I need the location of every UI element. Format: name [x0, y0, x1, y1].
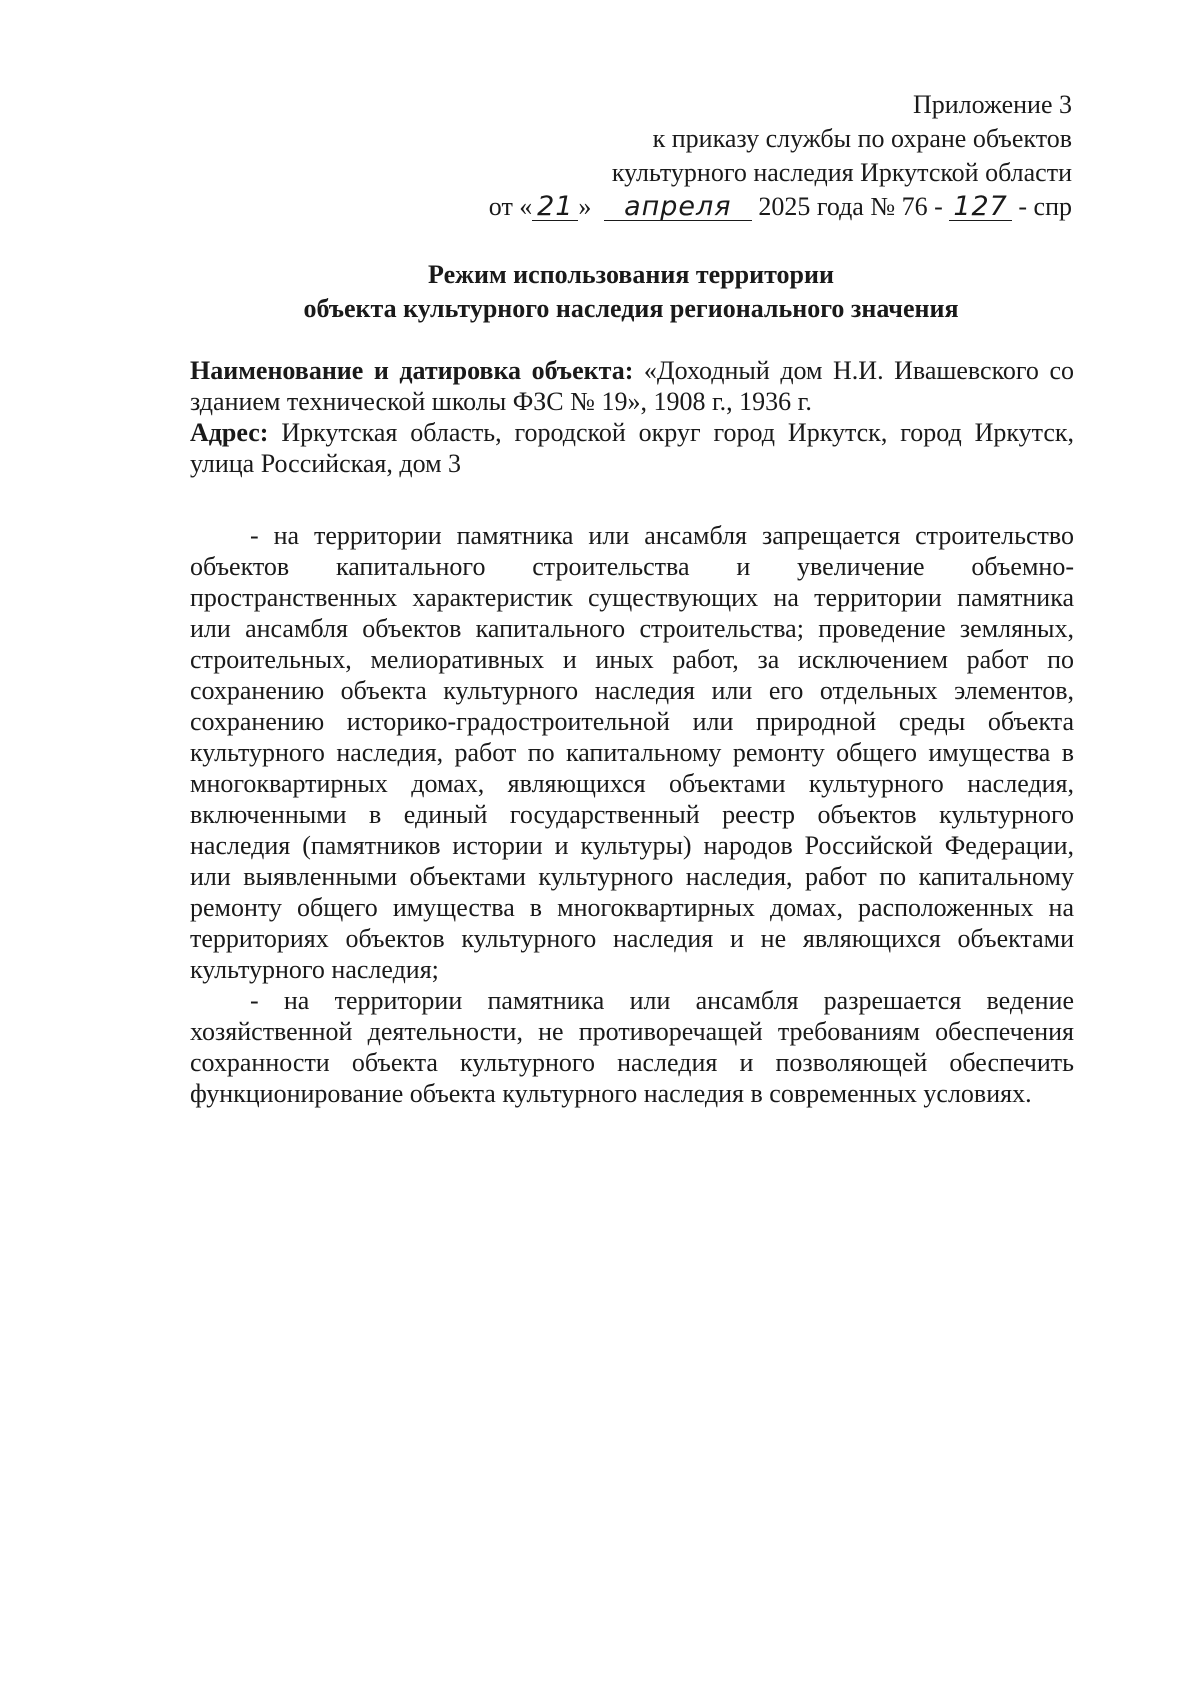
order-date-line: [489, 190, 1072, 224]
object-name-paragraph: [190, 355, 1074, 417]
order-day-close: »: [578, 192, 592, 221]
rule-prohibition: - на территории памятника или ансамбля запрещается строительство объектов капитального строительства и увеличение объемно-пространственных характеристик существующих на территории памятника или ансамбля объектов капитального строительства; проведение земляных, строительных, мелиоративных и иных работ, за исключением работ по сохранению объекта культурного наследия или его отдельных элементов, сохранению историко-градостроительной или природной среды объекта культурного наследия, работ по капитальному ремонту общего имущества в многоквартирных домах, являющихся объектами культурного наследия, включенными в единый государственный реестр объектов культурного наследия (памятников истории и культуры) народов Российской Федерации, или выявленными объектами культурного наследия, работ по капитальному ремонту общего имущества в многоквартирных домах, расположенных на территориях объектов культурного наследия и не являющихся объектами культурного наследия;: [190, 521, 1074, 984]
document-title: [190, 258, 1072, 326]
rule-permission: - на территории памятника или ансамбля разрешается ведение хозяйственной деятельности, не противоречащей требованиям обеспечения сохранности объекта культурного наследия и позволяющей обеспечить функционирование объекта культурного наследия в современных условиях.: [190, 986, 1074, 1108]
object-address-value: Иркутская область, городской округ город Иркутск, город Иркутск, улица Российская, дом 3: [190, 418, 1075, 478]
order-prefix: от «: [488, 192, 533, 221]
order-suffix: - спр: [1018, 192, 1072, 221]
appendix-title: Приложение 3: [912, 90, 1072, 119]
title-line-1: Режим использования территории: [428, 260, 834, 289]
appendix-order-ref: к приказу службы по охране объектов: [652, 124, 1072, 153]
object-info: [190, 355, 1074, 479]
handwritten-month: апреля: [604, 194, 752, 221]
object-address-paragraph: [190, 417, 1074, 479]
handwritten-day: 21: [532, 194, 578, 221]
object-address-label: Адрес:: [190, 418, 269, 447]
title-line-2: объекта культурного наследия регионального значения: [303, 294, 959, 323]
usage-rules: [190, 520, 1074, 1109]
order-year-text: 2025 года № 76 -: [758, 192, 943, 221]
appendix-authority: культурного наследия Иркутской области: [611, 158, 1072, 187]
object-name-label: Наименование и датировка объекта:: [190, 356, 634, 385]
handwritten-order-number: 127: [949, 194, 1012, 221]
object-name-value: «Доходный дом Н.И. Ивашевского со зданием технической школы ФЗС № 19», 1908 г., 1936 г.: [190, 356, 1074, 416]
appendix-header: [489, 88, 1072, 224]
